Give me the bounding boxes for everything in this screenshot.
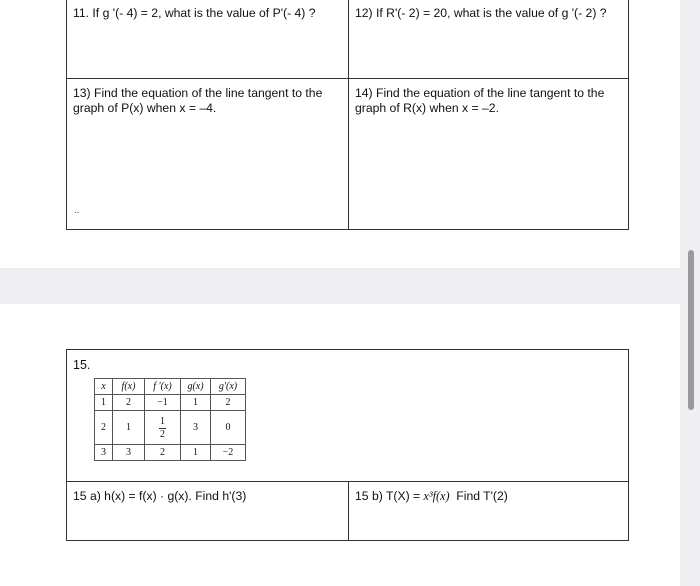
- problem-15a: 15 a) h(x) = f(x) · g(x). Find h'(3): [73, 489, 247, 503]
- problem-14-line-1: 14) Find the equation of the line tangent to the: [355, 86, 605, 100]
- problem-14: [355, 86, 604, 116]
- table-cell-fraction: [145, 411, 181, 445]
- grid-divider-vertical: [348, 0, 349, 229]
- problem-15-number: 15.: [73, 358, 91, 372]
- problem-15b-prefix: 15 b) T(X) =: [355, 489, 424, 503]
- problem-15b-expression: x³f(x): [423, 489, 450, 503]
- fraction-numerator: 1: [160, 415, 165, 427]
- stray-mark: ..: [74, 205, 80, 216]
- table-header-row: [95, 379, 246, 395]
- table-cell: 1: [113, 411, 145, 445]
- scrollbar-track[interactable]: [680, 0, 700, 586]
- fraction-denominator: 2: [160, 428, 165, 440]
- table-cell: 2: [145, 445, 181, 461]
- table-cell: −1: [145, 395, 181, 411]
- table-cell: 1: [181, 445, 211, 461]
- problem-13: [73, 86, 322, 116]
- table-cell: 1: [181, 395, 211, 411]
- function-values-table: [94, 378, 246, 461]
- table-header-f: f(x): [113, 379, 145, 395]
- table-cell: 1: [95, 395, 113, 411]
- problem-15b: [355, 489, 508, 504]
- problem-11: 11. If g '(- 4) = 2, what is the value of P'(- 4) ?: [73, 6, 316, 20]
- table-cell: 3: [113, 445, 145, 461]
- problem-grid-11-14: [66, 0, 629, 230]
- scrollbar-thumb[interactable]: [688, 250, 694, 410]
- problem-13-line-2: graph of P(x) when x = –4.: [73, 101, 217, 115]
- table-cell: 3: [95, 445, 113, 461]
- worksheet-page-top: [0, 0, 680, 268]
- problem-15-box: [66, 349, 629, 541]
- table-cell: 2: [95, 411, 113, 445]
- problem-13-line-1: 13) Find the equation of the line tangent to the: [73, 86, 323, 100]
- table-row: [95, 395, 246, 411]
- table-header-f-prime: f '(x): [145, 379, 181, 395]
- table-cell: 0: [211, 411, 246, 445]
- table-cell: 2: [211, 395, 246, 411]
- table-cell: −2: [211, 445, 246, 461]
- problem-14-line-2: graph of R(x) when x = –2.: [355, 101, 499, 115]
- table-row: [95, 445, 246, 461]
- grid-divider-horizontal: [67, 78, 628, 79]
- fraction-one-half: [159, 417, 166, 440]
- table-header-g: g(x): [181, 379, 211, 395]
- problem-15b-suffix: Find T'(2): [449, 489, 508, 503]
- table-header-x: x: [95, 379, 113, 395]
- table-cell: 3: [181, 411, 211, 445]
- problem-15-divider-vertical: [348, 481, 349, 540]
- table-cell: 2: [113, 395, 145, 411]
- table-row: [95, 411, 246, 445]
- problem-12: 12) If R'(- 2) = 20, what is the value of g '(- 2) ?: [355, 6, 607, 20]
- table-header-g-prime: g'(x): [211, 379, 246, 395]
